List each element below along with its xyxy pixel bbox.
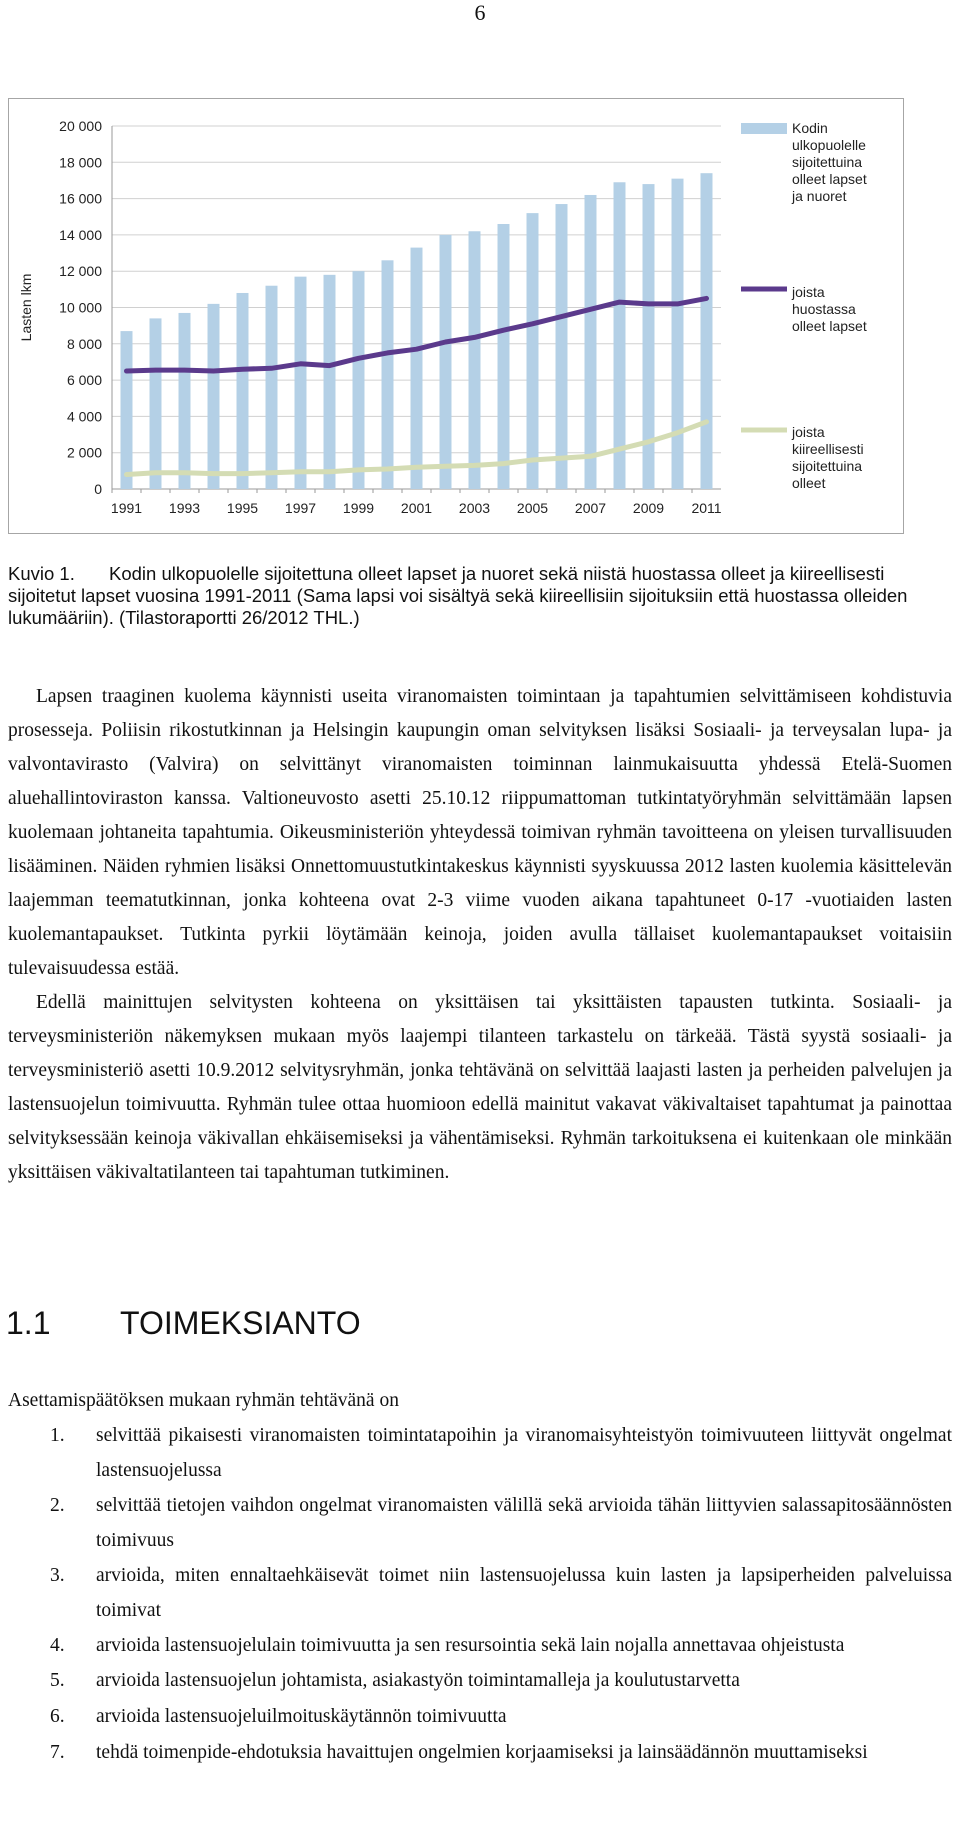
y-tick-label: 20 000 <box>59 118 102 134</box>
y-tick-label: 10 000 <box>59 299 102 316</box>
x-tick-label: 1995 <box>226 500 259 516</box>
body-text <box>8 680 952 1190</box>
legend-swatch-bars <box>741 123 787 134</box>
bar <box>614 182 626 489</box>
bar <box>469 231 481 489</box>
bar <box>121 331 133 489</box>
section-number: 1.1 <box>6 1305 51 1341</box>
bar <box>353 271 365 489</box>
bar <box>295 277 307 489</box>
bar <box>150 318 162 489</box>
y-tick-label: 4 000 <box>66 408 102 425</box>
list-number: 7. <box>50 1742 65 1763</box>
y-tick-label: 6 000 <box>66 372 102 389</box>
list-number: 2. <box>50 1495 65 1516</box>
bar <box>324 275 336 489</box>
bar <box>585 195 597 489</box>
legend-label: olleet <box>792 475 826 491</box>
x-tick-label: 2005 <box>516 500 549 516</box>
list-text: selvittää pikaisesti viranomaisten toimintatapoihin ja viranomaisyhteistyön toimivuuteen liittyvät ongelmat lastensuojelussa <box>96 1425 952 1481</box>
section-title: TOIMEKSIANTO <box>120 1305 361 1341</box>
x-tick-label: 2009 <box>632 500 665 516</box>
bar <box>498 224 510 489</box>
x-tick-label: 2011 <box>691 500 722 516</box>
legend-label: Kodin <box>792 120 828 136</box>
task-list <box>8 1418 952 1770</box>
x-tick-label: 2001 <box>400 500 433 516</box>
legend-label: olleet lapset <box>792 171 867 187</box>
caption-label: Kuvio 1. <box>8 563 75 584</box>
paragraph: Lapsen traaginen kuolema käynnisti useita viranomaisten toimintaan ja tapahtumien selvittämiseen kohdistuvia prosesseja. Poliisin rikostutkinnan ja Helsingin kaupungin oman selvityksen lisäksi Sosiaali- ja terveysalan lupa- ja valvontavirasto (Valvira) on selvittänyt viranomaisten toiminnan lainmukaisuutta yhdessä Etelä-Suomen aluehallintoviraston kanssa. Valtioneuvosto asetti 25.10.12 riippumattoman tutkintatyöryhmän selvittämään lapsen kuolemaan johtaneita tapahtumia. Oikeusministeriön yhteydessä toimivan ryhmän tavoitteena on yleisen turvallisuuden lisääminen. Näiden ryhmien lisäksi Onnettomuustutkintakeskus käynnisti syyskuussa 2012 lasten kuolemia käsittelevän laajemman teematutkinnan, jonka kohteena ovat 2-3 viime vuoden aikana tapahtuneet 0-17 -vuotiaiden lasten kuolemantapaukset. Tutkinta pyrkii löytämään keinoja, joiden avulla tällaiset kuolemantapaukset voitaisiin tulevaisuudessa estää. <box>8 686 952 979</box>
list-text: tehdä toimenpide-ehdotuksia havaittujen ongelmien korjaamiseksi ja lainsäädännön muuttamiseksi <box>96 1742 868 1763</box>
caption-text: Kodin ulkopuolelle sijoitettuna olleet lapset ja nuoret sekä niistä huostassa olleet ja kiireellisesti sijoitetut lapset vuosina 1991-2011 (Sama lapsi voi sisältyä sekä kiireellisiin sijoituksiin että huostassa olleiden lukumääriin). (Tilastoraportti 26/2012 THL.) <box>8 563 908 628</box>
list-text: arvioida, miten ennaltaehkäisevät toimet niin lastensuojelussa kuin lasten ja lapsiperheiden palveluissa toimivat <box>96 1565 952 1621</box>
list-item <box>8 1558 952 1628</box>
figure-caption <box>8 563 952 629</box>
legend-label: ulkopuolelle <box>792 137 866 153</box>
list-text: selvittää tietojen vaihdon ongelmat viranomaisten välillä sekä arvioida tähän liittyvien salassapitosäännösten toimivuus <box>96 1495 952 1551</box>
bar <box>266 286 278 489</box>
bar <box>411 248 423 489</box>
list-number: 5. <box>50 1670 65 1691</box>
list-text: arvioida lastensuojeluilmoituskäytännön toimivuutta <box>96 1706 507 1727</box>
y-tick-label: 14 000 <box>59 226 102 243</box>
chart-frame <box>8 98 904 534</box>
bar <box>672 179 684 489</box>
list-item <box>8 1735 952 1770</box>
section-heading <box>6 1303 361 1343</box>
list-item <box>8 1663 952 1699</box>
bar <box>527 213 539 489</box>
legend-label: joista <box>792 284 825 300</box>
list-number: 1. <box>50 1425 65 1446</box>
page-number: 6 <box>474 0 486 25</box>
x-tick-label: 2003 <box>458 500 491 516</box>
list-number: 3. <box>50 1565 65 1586</box>
bar <box>440 235 452 489</box>
intro-text: Asettamispäätöksen mukaan ryhmän tehtävänä on <box>8 1390 399 1411</box>
x-tick-label: 1999 <box>342 500 375 516</box>
x-tick-label: 1993 <box>168 500 201 516</box>
x-tick-label: 1997 <box>284 500 317 516</box>
y-tick-label: 18 000 <box>59 154 102 171</box>
list-item <box>8 1628 952 1663</box>
y-tick-label: 0 <box>94 481 102 497</box>
x-tick-label: 2007 <box>574 500 607 516</box>
paragraph: Edellä mainittujen selvitysten kohteena on yksittäisen tai yksittäisten tapausten tutkinta. Sosiaali- ja terveysministeriön näkemyksen mukaan myös laajempi tilanteen tarkastelu on tärkeää. Tästä syystä sosiaali- ja terveysministeriö asetti 10.9.2012 selvitysryhmän, jonka tehtävänä on selvittää laajasti lasten ja perheiden palvelujen ja lastensuojelun toimivuutta. Ryhmän tulee ottaa huomioon edellä mainitut vakavat väkivaltaiset tapahtumat ja painottaa selvityksessään keinoja väkivallan ehkäisemiseksi ja vähentämiseksi. Ryhmän tarkoituksena ei kuitenkaan ole minkään yksittäisen väkivaltatilanteen tai tapahtuman tutkiminen. <box>8 992 952 1183</box>
list-number: 6. <box>50 1706 65 1727</box>
list-text: arvioida lastensuojelulain toimivuutta ja sen resursointia sekä lain nojalla annettavaa ohjeistusta <box>96 1635 845 1656</box>
list-item <box>8 1699 952 1735</box>
legend-label: sijoitettuina <box>792 458 863 474</box>
chart <box>9 99 903 533</box>
bar <box>179 313 191 489</box>
y-tick-label: 8 000 <box>66 335 102 352</box>
bar <box>701 173 713 489</box>
legend-label: ja nuoret <box>792 188 847 204</box>
bar <box>237 293 249 489</box>
y-tick-label: 12 000 <box>59 263 102 280</box>
y-tick-label: 2 000 <box>66 444 102 461</box>
list-number: 4. <box>50 1635 65 1656</box>
legend-label: huostassa <box>792 301 856 317</box>
list-item <box>8 1488 952 1558</box>
x-tick-label: 1991 <box>110 500 143 516</box>
bar <box>382 260 394 489</box>
bar <box>556 204 568 489</box>
legend-label: sijoitettuina <box>792 154 863 170</box>
list-text: arvioida lastensuojelun johtamista, asiakastyön toimintamalleja ja koulutustarvetta <box>96 1670 740 1691</box>
legend-label: kiireellisesti <box>792 441 864 457</box>
legend-label: olleet lapset <box>792 318 867 334</box>
legend-label: joista <box>792 424 825 440</box>
bar <box>208 304 220 489</box>
list-item <box>8 1418 952 1488</box>
y-axis-label: Lasten lkm <box>18 273 34 342</box>
y-tick-label: 16 000 <box>59 190 102 207</box>
